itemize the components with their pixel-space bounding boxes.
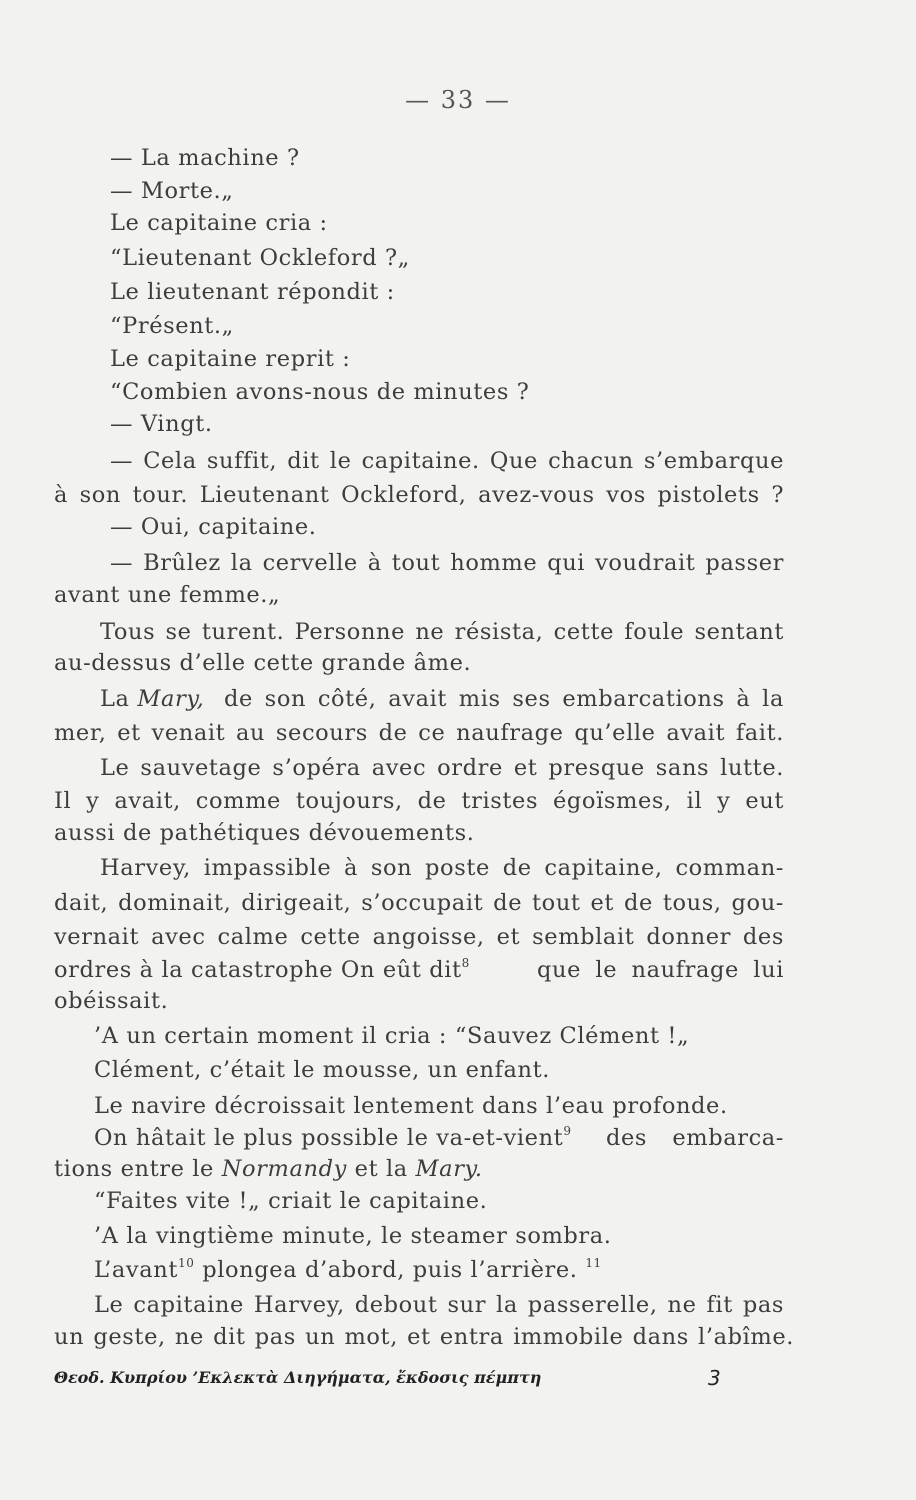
ship-name-mary: Mary, [137, 686, 205, 712]
ship-name-mary-end: Mary. [415, 1156, 483, 1182]
footnote-ref-8: 8 [461, 956, 470, 970]
text-fragment: plongea d’abord, puis l’arrière. [202, 1257, 578, 1283]
text-line: — Cela suffit, dit le capitaine. Que chacun s’embarque [110, 448, 784, 474]
text-fragment: On hâtait le plus possible le va-et-vient [94, 1125, 564, 1151]
ship-name-normandy: Normandy [221, 1156, 347, 1182]
text-line: obéissait. [54, 988, 169, 1014]
text-line: Le capitaine cria : [110, 210, 328, 236]
text-line: Le sauvetage s’opéra avec ordre et presque sans lutte. [100, 755, 784, 781]
text-line: — Brûlez la cervelle à tout homme qui voudrait passer [110, 550, 784, 576]
text-line: Tous se turent. Personne ne résista, cette foule sentant [100, 619, 784, 645]
text-line: dait, dominait, dirigeait, s’occupait de tout et de tous, gou- [54, 890, 784, 916]
footnote-ref-11: 11 [585, 1256, 602, 1270]
footnote-ref-9: 9 [563, 1124, 572, 1138]
text-line: mer, et venait au secours de ce naufrage qu’elle avait fait. [54, 720, 784, 746]
text-line: au-dessus d’elle cette grande âme. [54, 650, 472, 676]
text-line: “Combien avons-nous de minutes ? [110, 379, 530, 405]
text-line-note-8 [54, 956, 470, 983]
sheet-number: 3 [708, 1366, 721, 1390]
text-fragment: L’avant [94, 1257, 178, 1283]
text-fragment: ordres à la catastrophe On eût dit [54, 957, 462, 983]
text-line: “Faites vite !„ criait le capitaine. [94, 1188, 488, 1214]
page-number: — 33 — [405, 86, 511, 114]
text-line: “Présent.„ [110, 313, 234, 339]
text-line: Le lieutenant répondit : [110, 279, 395, 305]
text-fragment: et la [354, 1156, 408, 1182]
text-line: Harvey, impassible à son poste de capitaine, comman- [100, 855, 784, 881]
text-line: Le capitaine Harvey, debout sur la passerelle, ne fit pas [94, 1292, 784, 1318]
text-line: — Morte.„ [110, 178, 234, 204]
text-line: de son côté, avait mis ses embarcations à la [224, 686, 784, 712]
text-line: que le naufrage lui [537, 957, 784, 983]
text-fragment: tions entre le [54, 1156, 214, 1182]
footnote-ref-10: 10 [177, 1256, 195, 1270]
text-line: un geste, ne dit pas un mot, et entra immobile dans l’abîme. [54, 1324, 794, 1350]
text-line: à son tour. Lieutenant Ockleford, avez-vous vos pistolets ? [54, 482, 784, 508]
text-line: avant une femme.„ [54, 582, 281, 608]
footer-title: Θεοδ. Κυπρίου ’Εκλεκτὰ Διηγήματα, ἔκδοσις πέμπτη [54, 1368, 542, 1387]
text-line: ’A la vingtième minute, le steamer sombra. [94, 1223, 612, 1249]
text-line: — La machine ? [110, 145, 300, 171]
text-line: vernait avec calme cette angoisse, et semblait donner des [54, 924, 784, 950]
text-line: — Oui, capitaine. [110, 514, 317, 540]
text-line: ’A un certain moment il cria : “Sauvez Clément !„ [94, 1023, 690, 1049]
text-line: Le navire décroissait lentement dans l’eau profonde. [94, 1093, 728, 1119]
text-line: “Lieutenant Ockleford ?„ [110, 245, 410, 271]
text-line-notes [94, 1256, 602, 1283]
la-word: La [100, 686, 130, 712]
text-line: des embarca- [606, 1125, 784, 1151]
text-line-ships [54, 1158, 483, 1181]
text-line: Il y avait, comme toujours, de tristes égoïsmes, il y eut [54, 788, 784, 814]
text-line: Clément, c’était le mousse, un enfant. [94, 1057, 551, 1083]
text-line-note-9 [94, 1124, 572, 1151]
text-line: aussi de pathétiques dévouements. [54, 820, 475, 846]
text-line: Le capitaine reprit : [110, 346, 351, 372]
text-line-mary [100, 688, 204, 711]
text-line: — Vingt. [110, 411, 213, 437]
